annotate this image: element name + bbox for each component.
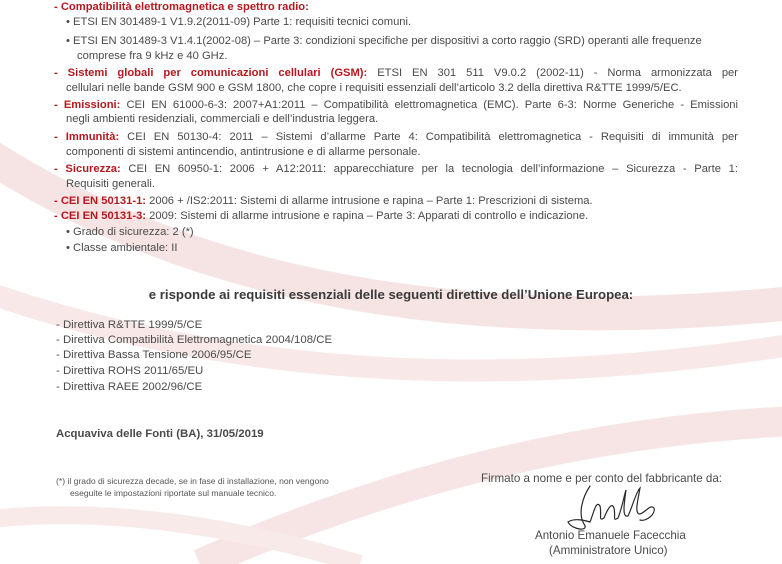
gsm-text: ETSI EN 301 511 V9.0.2 (2002-11) - Norma armonizzata per <box>367 67 738 79</box>
footnote-line-2: eseguite le impostazioni riportate sul manuale tecnico. <box>70 488 277 498</box>
safety-title: - Sicurezza: <box>54 163 121 175</box>
place-and-date: Acquaviva delle Fonti (BA), 31/05/2019 <box>56 428 264 440</box>
emissions-title: - Emissioni: <box>54 99 121 111</box>
directive-item: - Direttiva ROHS 2011/65/EU <box>56 365 204 377</box>
gsm-standard <box>54 66 738 81</box>
signed-by-label: Firmato a nome e per conto del fabbricante da: <box>481 472 723 485</box>
directive-item: - Direttiva RAEE 2002/96/CE <box>56 381 203 393</box>
signer-name: Antonio Emanuele Facecchia <box>535 529 686 542</box>
etsi-301489-3-item-cont: comprese fra 9 kHz e 40 GHz. <box>77 50 228 62</box>
emissions-standard <box>54 98 738 113</box>
emissions-standard-cont: negli ambienti residenziali, commerciali e dell’industria leggera. <box>66 113 379 125</box>
gsm-title: - Sistemi globali per comunicazioni cellulari (GSM): <box>54 67 368 79</box>
environmental-class: • Classe ambientale: II <box>66 242 178 254</box>
cei-50131-3-text: 2009: Sistemi di allarme intrusione e rapina – Parte 3: Apparati di controllo e indicazione. <box>146 210 589 222</box>
directive-item: - Direttiva Bassa Tensione 2006/95/CE <box>56 349 252 361</box>
cei-50131-3-standard <box>54 209 738 224</box>
directive-item: - Direttiva Compatibilità Elettromagnetica 2004/108/CE <box>56 334 333 346</box>
directive-item: - Direttiva R&TTE 1999/5/CE <box>56 319 203 331</box>
immunity-title: - Immunità: <box>54 131 120 143</box>
etsi-301489-3-item: • ETSI EN 301489-3 V1.4.1(2002-08) – Parte 3: condizioni specifiche per dispositivi a corto raggio (SRD) operanti alle frequenze <box>66 35 702 47</box>
security-grade: • Grado di sicurezza: 2 (*) <box>66 226 194 238</box>
gsm-standard-cont: cellulari nelle bande GSM 900 e GSM 1800, che copre i requisiti essenziali dell’articolo 3.2 della direttiva R&TTE 1999/5/EC. <box>66 82 682 94</box>
safety-standard-cont: Requisiti generali. <box>66 178 155 190</box>
safety-standard <box>54 162 738 177</box>
emc-radio-title: - Compatibilità elettromagnetica e spettro radio: <box>54 1 309 13</box>
cei-50131-1-text: 2006 + /IS2:2011: Sistemi di allarme intrusione e rapina – Parte 1: Prescrizioni di sistema. <box>146 195 593 207</box>
cei-50131-1-title: - CEI EN 50131-1: <box>54 195 147 207</box>
etsi-301489-1-item: • ETSI EN 301489-1 V1.9.2(2011-09) Parte 1: requisiti tecnici comuni. <box>66 16 412 28</box>
immunity-text: CEI EN 50130-4: 2011 – Sistemi d’allarme Parte 4: Compatibilità elettromagnetica - Requisiti di immunità per <box>119 131 738 143</box>
handwritten-signature <box>560 478 670 538</box>
directives-heading: e risponde ai requisiti essenziali delle seguenti direttive dell’Unione Europea: <box>148 287 634 302</box>
signer-role: (Amministratore Unico) <box>549 544 668 557</box>
immunity-standard-cont: componenti di sistemi antincendio, antintrusione e di allarme personale. <box>66 146 421 158</box>
cei-50131-3-title: - CEI EN 50131-3: <box>54 210 147 222</box>
footnote-line-1: (*) il grado di sicurezza decade, se in fase di installazione, non vengono <box>56 476 329 486</box>
safety-text: CEI EN 60950-1: 2006 + A12:2011: apparecchiature per la tecnologia dell’informazione – Sicurezza - Parte 1: <box>120 163 738 175</box>
emissions-text: CEI EN 61000-6-3: 2007+A1:2011 – Compatibilità elettromagnetica (EMC). Parte 6-3: Norme Generiche - Emissioni <box>120 99 739 111</box>
immunity-standard <box>54 130 738 145</box>
cei-50131-1-standard <box>54 194 738 209</box>
